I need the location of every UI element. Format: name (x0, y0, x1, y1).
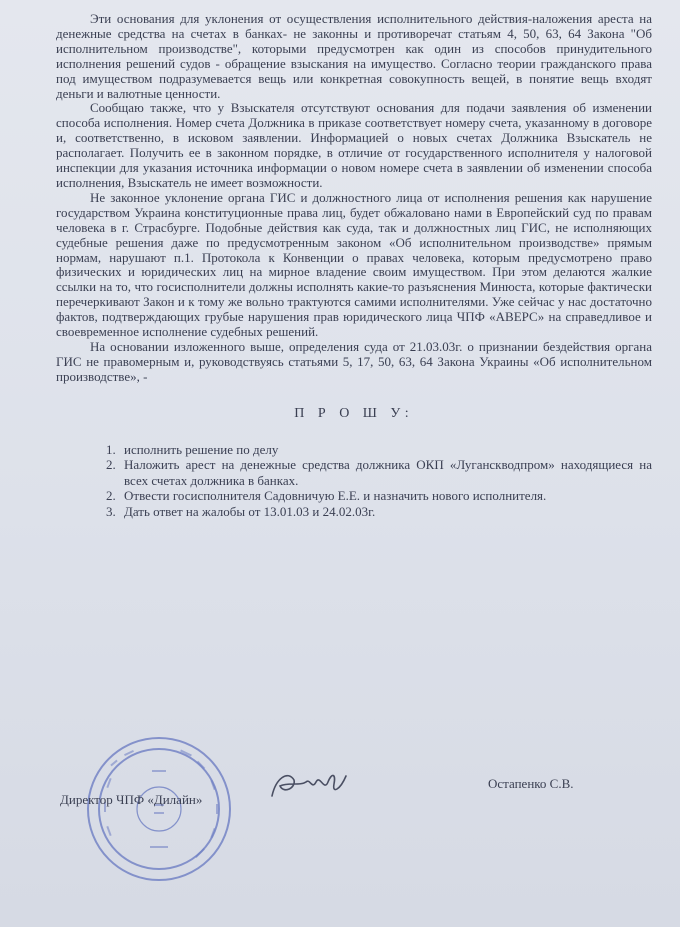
list-item-text: исполнить решение по делу (124, 441, 279, 457)
signature-line: Директор ЧПФ «Дилайн» (60, 792, 203, 807)
list-item-number: 3. (106, 503, 116, 519)
paragraph-3: Не законное уклонение органа ГИС и должностного лица от исполнения решения как нарушение государством Украина конституционные права лиц, будет обжаловано нами в Европейский суд по правам человека в г. Страсбурге. Подобные действия как суда, так и должностных лиц ГИС, не исполняющих судебные решения даже по предусмотренным законом «Об исполнительном производстве» прямым нормам, нарушают п.1. Протокола к Конвенции о правах человека, которым предусмотрено право физических и юридических лиц на мирное владение своим имуществом. При этом делаются жалкие ссылки на то, что госисполнители должны исполнять какие-то разъяснения Минюста, которые фактически перечеркивают Закон и к тому же вольно трактуются самими исполнителями. Уже сейчас у нас достаточно фактов, подтверждающих грубые нарушения прав юридического лица ЧПФ «АВЕРС» на справедливое и своевременное исполнение судебных решений. (56, 189, 652, 340)
request-list (56, 442, 652, 520)
list-item (106, 488, 652, 504)
paragraph-1: Эти основания для уклонения от осуществления исполнительного действия-наложения ареста на денежные средства на счетах в банках- не законны и противоречат статьям 4, 50, 63, 64 Закона "Об исполнительном производстве", которыми предусмотрен как один из способов принудительного исполнения решений судов - обращение взыскания на имущество. Согласно теории гражданского права под имуществом подразумевается вещь или конкретная совокупность вещей, в понятие вещь входят деньги и валютные ценности. (56, 11, 652, 101)
list-item-number: 2. (106, 488, 116, 504)
list-item-number: 2. (106, 457, 116, 473)
list-item-text: Отвести госисполнителя Садовничую Е.Е. и назначить нового исполнителя. (124, 488, 547, 504)
company-stamp (84, 734, 234, 884)
request-title: П Р О Ш У: (294, 405, 414, 421)
list-item (106, 504, 652, 520)
list-item-text: Дать ответ на жалобы от 13.01.03 и 24.02.03г. (124, 503, 376, 519)
list-item-text: Наложить арест на денежные средства должника ОКП «Луганскводпром» находящиеся на всех счетах должника в банках. (124, 457, 652, 488)
signer-name: Остапенко С.В. (488, 776, 574, 791)
list-item (106, 457, 652, 488)
list-item-number: 1. (106, 441, 116, 457)
list-item (106, 442, 652, 458)
handwritten-signature (266, 764, 356, 804)
paragraph-4: На основании изложенного выше, определения суда от 21.03.03г. о признании бездействия органа ГИС не правомерным и, руководствуясь статьями 5, 17, 50, 63, 64 Закона Украины «Об исполнительном производстве», - (56, 338, 652, 384)
paragraph-2: Сообщаю также, что у Взыскателя отсутствуют основания для подачи заявления об изменении способа исполнения. Номер счета Должника в приказе соответствует номеру счета, указанному в договоре и, соответственно, в исковом заявлении. Информацией о новых счетах Должника Взыскатель не располагает. Получить ее в законном порядке, в отличие от государственного исполнителя у налоговой инспекции для указания источника информации о новом номере счета в заявлении об изменении способа исполнения, Взыскатель не имеет возможности. (56, 100, 652, 190)
